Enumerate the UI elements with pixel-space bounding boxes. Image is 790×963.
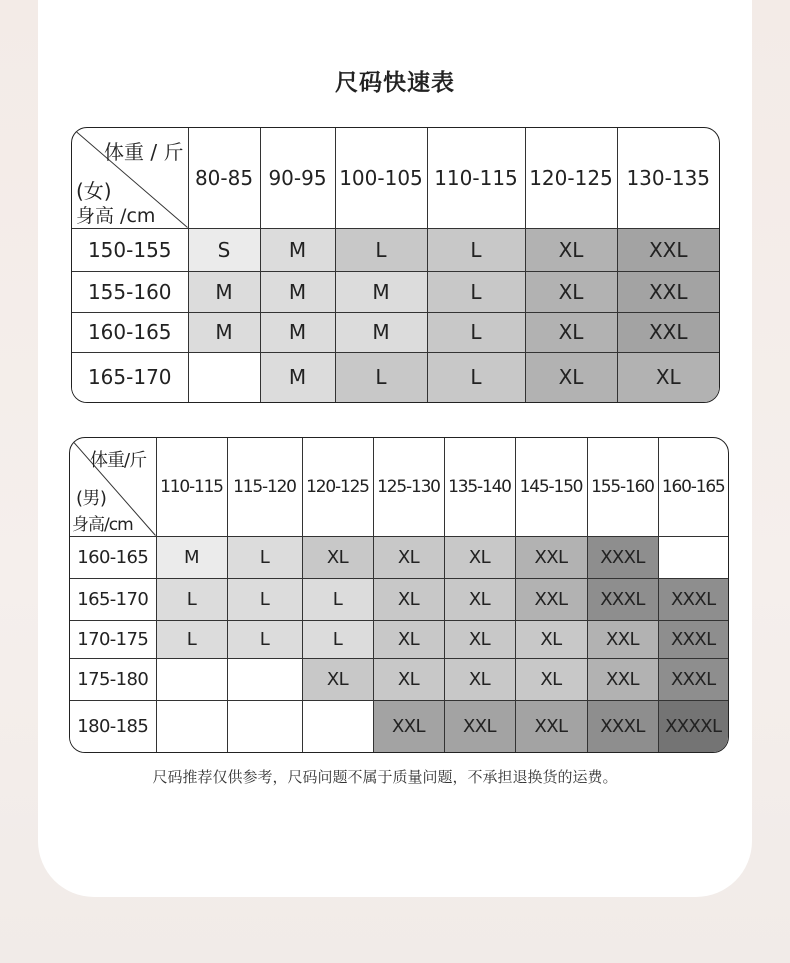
size-cell: L	[227, 536, 302, 578]
size-cell: L	[227, 578, 302, 620]
weight-header: 125-130	[373, 438, 444, 536]
height-cell: 150-155	[72, 228, 188, 271]
men-size-table	[69, 437, 729, 753]
size-cell	[156, 658, 227, 700]
size-cell: XXXL	[587, 578, 658, 620]
weight-header: 160-165	[658, 438, 728, 536]
size-cell: XL	[444, 620, 515, 658]
height-cell: 160-165	[72, 312, 188, 352]
size-cell: XL	[444, 578, 515, 620]
table-row	[72, 228, 719, 271]
size-cell: M	[156, 536, 227, 578]
height-cell: 165-170	[72, 352, 188, 402]
size-cell: L	[156, 620, 227, 658]
weight-header: 80-85	[188, 128, 260, 228]
size-cell: L	[227, 620, 302, 658]
table-row	[72, 352, 719, 402]
size-cell: XXL	[515, 536, 587, 578]
size-cell: XXL	[587, 658, 658, 700]
size-cell: L	[335, 352, 427, 402]
size-cell: M	[188, 271, 260, 312]
size-cell: XXL	[617, 228, 719, 271]
size-cell	[302, 700, 373, 752]
size-cell: XXL	[373, 700, 444, 752]
size-cell: XXXL	[587, 700, 658, 752]
size-cell: M	[335, 312, 427, 352]
corner-weight-label: 体重/斤	[90, 450, 147, 471]
size-cell: L	[427, 352, 525, 402]
size-cell: L	[427, 271, 525, 312]
size-cell: L	[156, 578, 227, 620]
height-cell: 155-160	[72, 271, 188, 312]
height-cell: 180-185	[70, 700, 156, 752]
table-row	[70, 700, 728, 752]
size-cell: XXL	[515, 700, 587, 752]
weight-header: 145-150	[515, 438, 587, 536]
weight-header: 130-135	[617, 128, 719, 228]
size-cell: XXXL	[587, 536, 658, 578]
size-cell: XL	[444, 658, 515, 700]
table-row	[70, 620, 728, 658]
weight-header: 120-125	[302, 438, 373, 536]
size-cell: XL	[515, 620, 587, 658]
size-disclaimer-note: 尺码推荐仅供参考，尺码问题不属于质量问题，不承担退换货的运费。	[152, 768, 618, 786]
corner-height-label: 身高 /cm	[76, 205, 156, 227]
size-cell: XXL	[617, 312, 719, 352]
corner-gender-label: (男)	[76, 488, 107, 509]
size-cell: XXL	[587, 620, 658, 658]
size-cell: S	[188, 228, 260, 271]
women-size-table	[71, 127, 720, 403]
size-cell: XL	[302, 536, 373, 578]
size-cell: M	[260, 312, 335, 352]
size-cell: XXXXL	[658, 700, 728, 752]
height-cell: 170-175	[70, 620, 156, 658]
size-cell: XXXL	[658, 658, 728, 700]
size-cell: XL	[515, 658, 587, 700]
size-cell: M	[260, 271, 335, 312]
size-cell: XL	[444, 536, 515, 578]
table-row	[70, 578, 728, 620]
corner-gender-label: (女)	[76, 179, 112, 203]
weight-header: 135-140	[444, 438, 515, 536]
table-row	[70, 658, 728, 700]
weight-header: 90-95	[260, 128, 335, 228]
size-cell: XXL	[444, 700, 515, 752]
table-corner-cell	[72, 128, 188, 228]
table-header-row	[70, 438, 728, 536]
size-cell: XL	[525, 271, 617, 312]
weight-header: 155-160	[587, 438, 658, 536]
size-cell: XXXL	[658, 578, 728, 620]
size-cell: XXL	[617, 271, 719, 312]
size-cell: M	[188, 312, 260, 352]
size-cell: M	[260, 228, 335, 271]
table-row	[72, 312, 719, 352]
height-cell: 165-170	[70, 578, 156, 620]
size-cell: XL	[373, 578, 444, 620]
size-cell	[227, 658, 302, 700]
height-cell: 175-180	[70, 658, 156, 700]
weight-header: 110-115	[427, 128, 525, 228]
size-cell: XXXL	[658, 620, 728, 658]
size-cell: L	[302, 620, 373, 658]
weight-header: 100-105	[335, 128, 427, 228]
weight-header: 115-120	[227, 438, 302, 536]
table-header-row	[72, 128, 719, 228]
table-corner-cell	[70, 438, 156, 536]
table-row	[70, 536, 728, 578]
size-cell: M	[335, 271, 427, 312]
weight-header: 110-115	[156, 438, 227, 536]
height-cell: 160-165	[70, 536, 156, 578]
size-cell: L	[302, 578, 373, 620]
size-cell: XL	[302, 658, 373, 700]
size-cell	[227, 700, 302, 752]
size-cell	[156, 700, 227, 752]
size-cell: XL	[525, 352, 617, 402]
page-title: 尺码快速表	[335, 70, 455, 96]
size-cell: L	[427, 312, 525, 352]
size-cell: XL	[373, 620, 444, 658]
size-cell	[658, 536, 728, 578]
weight-header: 120-125	[525, 128, 617, 228]
size-cell	[188, 352, 260, 402]
size-cell: XL	[525, 228, 617, 271]
corner-weight-label: 体重 / 斤	[104, 140, 184, 164]
corner-height-label: 身高/cm	[72, 515, 133, 535]
size-cell: M	[260, 352, 335, 402]
size-cell: XL	[373, 536, 444, 578]
table-row	[72, 271, 719, 312]
size-cell: XL	[525, 312, 617, 352]
size-cell: XL	[617, 352, 719, 402]
size-cell: L	[427, 228, 525, 271]
size-cell: L	[335, 228, 427, 271]
size-cell: XL	[373, 658, 444, 700]
size-cell: XXL	[515, 578, 587, 620]
